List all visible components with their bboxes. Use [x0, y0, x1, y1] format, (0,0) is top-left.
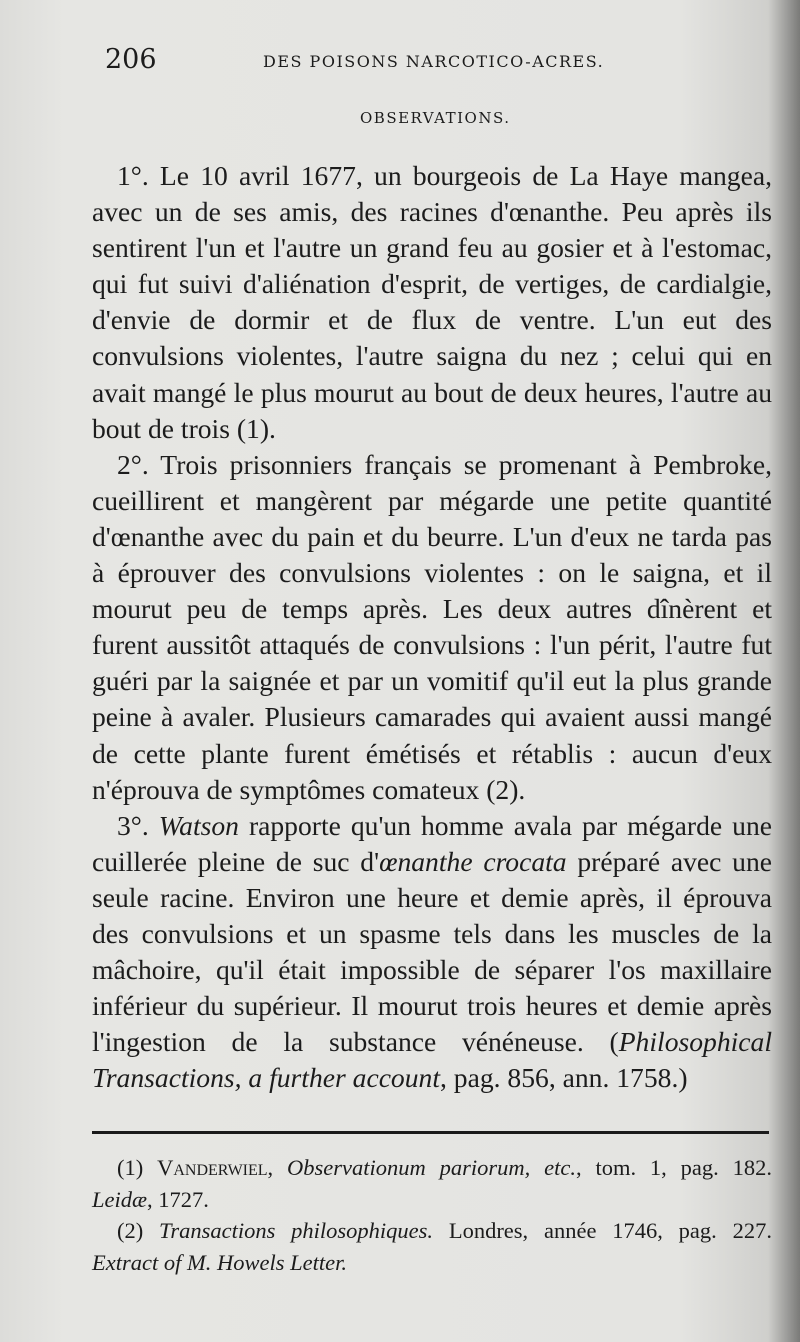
footnote-2-marker: (2)	[117, 1218, 160, 1243]
footnote-divider	[92, 1131, 769, 1134]
footnote-2	[92, 1215, 772, 1278]
species-name-italic: œnanthe crocata	[379, 845, 567, 877]
footnote-1-place: Leidæ	[92, 1186, 148, 1212]
paragraph-3-number: 3°.	[117, 809, 159, 841]
paragraph-3-text-2: préparé avec une seule racine. Environ une heure et demie après, il éprouva des convulsions et un spasme tels dans les muscles de la mâchoire, qu'il était impossible de séparer l'os maxillaire inférieur du supérieur. Il mourut trois heures et demie après l'ingestion de la substance vénéneuse. (	[92, 845, 773, 1058]
page-header	[105, 44, 755, 84]
footnote-2-title: Transactions philosophiques.	[159, 1218, 434, 1243]
body-text	[92, 158, 772, 1096]
page-number: 206	[105, 44, 157, 75]
footnote-1	[92, 1152, 772, 1215]
footnote-1-title: Observationum pariorum, etc.	[287, 1155, 576, 1180]
footnote-1-text-3: , 1727.	[147, 1186, 209, 1212]
running-head: DES POISONS NARCOTICO-ACRES.	[263, 52, 605, 71]
section-title: OBSERVATIONS.	[360, 109, 511, 127]
footnote-2-text-1: Londres, année 1746, pag. 227.	[433, 1218, 772, 1243]
citation-title-italic: Philosophical Transactions, a further account	[92, 1026, 772, 1094]
paragraph-3-text-3: , pag. 856, ann. 1758.)	[440, 1062, 688, 1094]
author-name-italic: Watson	[158, 809, 239, 841]
footnote-1-text-1: ,	[267, 1155, 288, 1180]
paragraph-3-text-1: rapporte qu'un homme avala par mégarde une cuillerée pleine de suc d'	[92, 809, 772, 877]
footnotes	[92, 1152, 772, 1278]
footnote-1-text-2: , tom. 1, pag. 182.	[575, 1155, 772, 1180]
paragraph-observation-2: 2°. Trois prisonniers français se promenant à Pembroke, cueillirent et mangèrent par mégarde une petite quantité d'œnanthe avec du pain et du beurre. L'un d'eux ne tarda pas à éprouver des convulsions violentes : on le saigna, et il mourut peu de temps après. Les deux autres dînèrent et furent aussitôt attaqués de convulsions : l'un périt, l'autre fut guéri par la saignée et par un vomitif qu'il eut la plus grande peine à avaler. Plusieurs camarades qui avaient aussi mangé de cette plante furent émétisés et rétablis : aucun d'eux n'éprouva de symptômes comateux (2).	[92, 448, 772, 805]
paragraph-observation-3	[92, 808, 772, 1097]
footnote-2-letter: Extract of M. Howels Letter.	[92, 1249, 347, 1275]
footnote-1-author: Vanderwiel	[157, 1155, 268, 1180]
footnote-1-marker: (1)	[117, 1155, 158, 1180]
paragraph-observation-1: 1°. Le 10 avril 1677, un bourgeois de La Haye mangea, avec un de ses amis, des racines d'œnanthe. Peu après ils sentirent l'un et l'autre un grand feu au gosier et à l'estomac, qui fut suivi d'aliénation d'esprit, de vertiges, de cardialgie, d'envie de dormir et de flux de ventre. L'un eut des convulsions violentes, l'autre saigna du nez ; celui qui en avait mangé le plus mourut au bout de deux heures, l'autre au bout de trois (1).	[92, 160, 772, 444]
